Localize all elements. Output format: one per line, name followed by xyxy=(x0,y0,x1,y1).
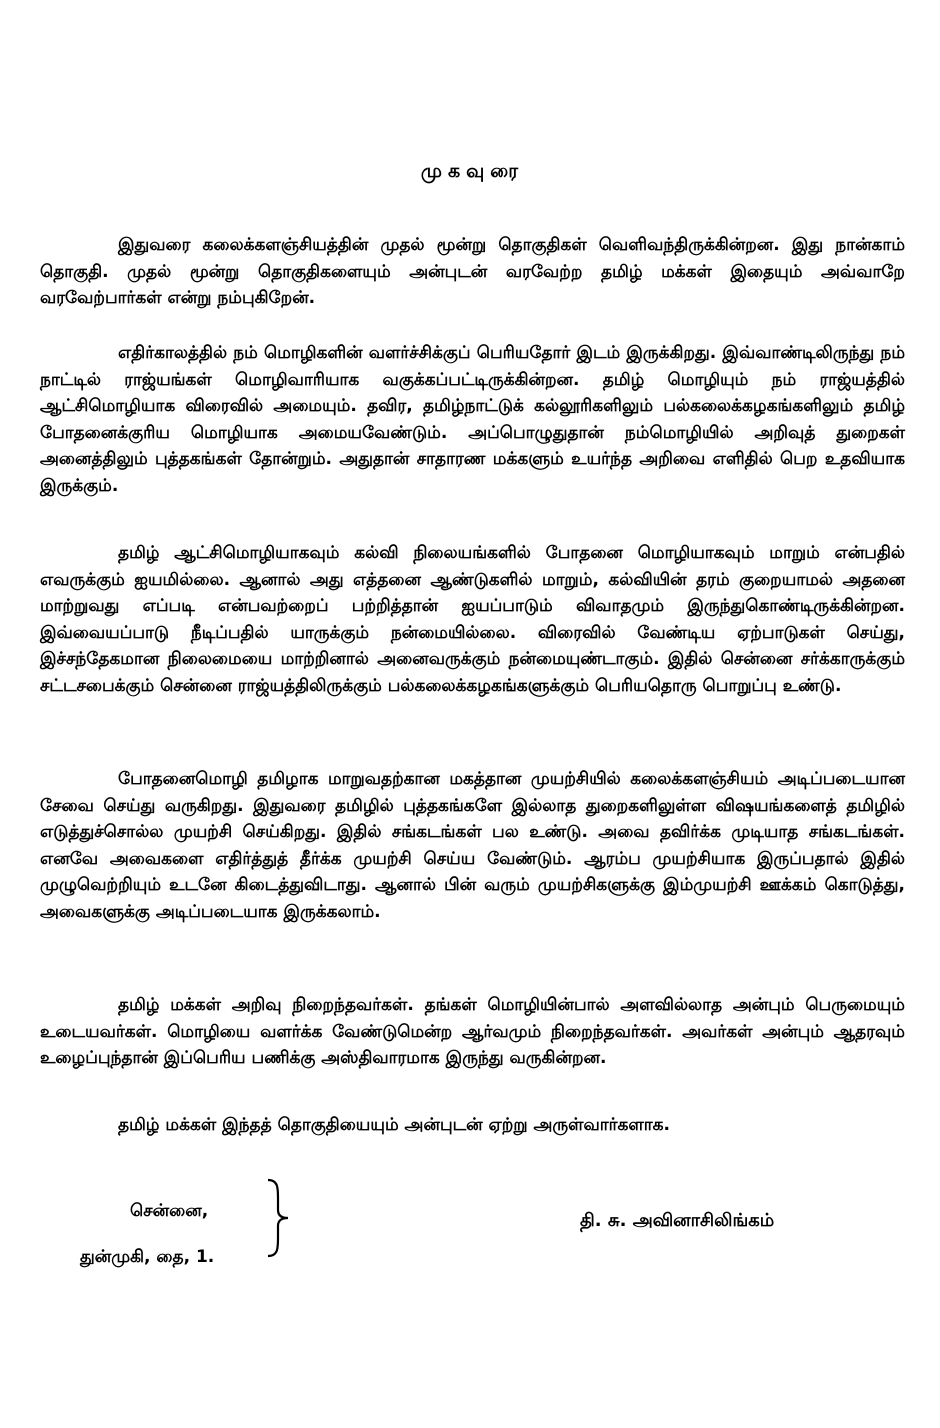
right-brace-icon xyxy=(264,1178,294,1258)
signature-date: துன்முகி, தை, 1. xyxy=(80,1247,215,1267)
preface-page xyxy=(40,0,905,1428)
signature-author: தி. சு. அவினாசிலிங்கம் xyxy=(580,1210,775,1231)
paragraph-1: இதுவரை கலைக்களஞ்சியத்தின் முதல் மூன்று தொகுதிகள் வெளிவந்திருக்கின்றன. இது நான்காம் தொகுதி. முதல் மூன்று தொகுதிகளையும் அன்புடன் வரவேற்ற தமிழ் மக்கள் இதையும் அவ்வாறே வரவேற்பார்கள் என்று நம்புகிறேன். xyxy=(40,235,905,308)
signature-place: சென்னை, xyxy=(130,1201,209,1221)
paragraph-5: தமிழ் மக்கள் அறிவு நிறைந்தவர்கள். தங்கள் மொழியின்பால் அளவில்லாத அன்பும் பெருமையும் உடையவர்கள். மொழியை வளர்க்க வேண்டுமென்ற ஆர்வமும் நிறைந்தவர்கள். அவர்கள் அன்பும் ஆதரவும் உழைப்புந்தான் இப்பெரிய பணிக்கு அஸ்திவாரமாக இருந்து வருகின்றன. xyxy=(40,995,905,1068)
page-title: முகவுரை xyxy=(420,160,525,182)
paragraph-4: போதனைமொழி தமிழாக மாறுவதற்கான மகத்தான முயற்சியில் கலைக்களஞ்சியம் அடிப்படையான சேவை செய்து வருகிறது. இதுவரை தமிழில் புத்தகங்களே இல்லாத துறைகளிலுள்ள விஷயங்களைத் தமிழில் எடுத்துச்சொல்ல முயற்சி செய்கிறது. இதில் சங்கடங்கள் பல உண்டு. அவை தவிர்க்க முடியாத சங்கடங்கள். எனவே அவைகளை எதிர்த்துத் தீர்க்க முயற்சி செய்ய வேண்டும். ஆரம்ப முயற்சியாக இருப்பதால் இதில் முழுவெற்றியும் உடனே கிடைத்துவிடாது. ஆனால் பின் வரும் முயற்சிகளுக்கு இம்முயற்சி ஊக்கம் கொடுத்து, அவைகளுக்கு அடிப்படையாக இருக்கலாம். xyxy=(40,769,905,922)
paragraph-2: எதிர்காலத்தில் நம் மொழிகளின் வளர்ச்சிக்குப் பெரியதோர் இடம் இருக்கிறது. இவ்வாண்டிலிருந்து நம் நாட்டில் ராஜ்யங்கள் மொழிவாரியாக வகுக்கப்பட்டிருக்கின்றன. தமிழ் மொழியும் நம் ராஜ்யத்தில் ஆட்சிமொழியாக விரைவில் அமையும். தவிர, தமிழ்நாட்டுக் கல்லூரிகளிலும் பல்கலைக்கழகங்களிலும் தமிழ் போதனைக்குரிய மொழியாக அமையவேண்டும். அப்பொழுதுதான் நம்மொழியில் அறிவுத் துறைகள் அனைத்திலும் புத்தகங்கள் தோன்றும். அதுதான் சாதாரண மக்களும் உயர்ந்த அறிவை எளிதில் பெற உதவியாக இருக்கும். xyxy=(40,343,905,496)
paragraph-3: தமிழ் ஆட்சிமொழியாகவும் கல்வி நிலையங்களில் போதனை மொழியாகவும் மாறும் என்பதில் எவருக்கும் ஐயமில்லை. ஆனால் அது எத்தனை ஆண்டுகளில் மாறும், கல்வியின் தரம் குறையாமல் அதனை மாற்றுவது எப்படி என்பவற்றைப் பற்றித்தான் ஐயப்பாடும் விவாதமும் இருந்துகொண்டிருக்கின்றன. இவ்வையப்பாடு நீடிப்பதில் யாருக்கும் நன்மையில்லை. விரைவில் வேண்டிய ஏற்பாடுகள் செய்து, இச்சந்தேகமான நிலைமையை மாற்றினால் அனைவருக்கும் நன்மையுண்டாகும். இதில் சென்னை சர்க்காருக்கும் சட்டசபைக்கும் சென்னை ராஜ்யத்திலிருக்கும் பல்கலைக்கழகங்களுக்கும் பெரியதொரு பொறுப்பு உண்டு. xyxy=(40,543,905,696)
paragraph-6: தமிழ் மக்கள் இந்தத் தொகுதியையும் அன்புடன் ஏற்று அருள்வார்களாக. xyxy=(118,1115,670,1135)
